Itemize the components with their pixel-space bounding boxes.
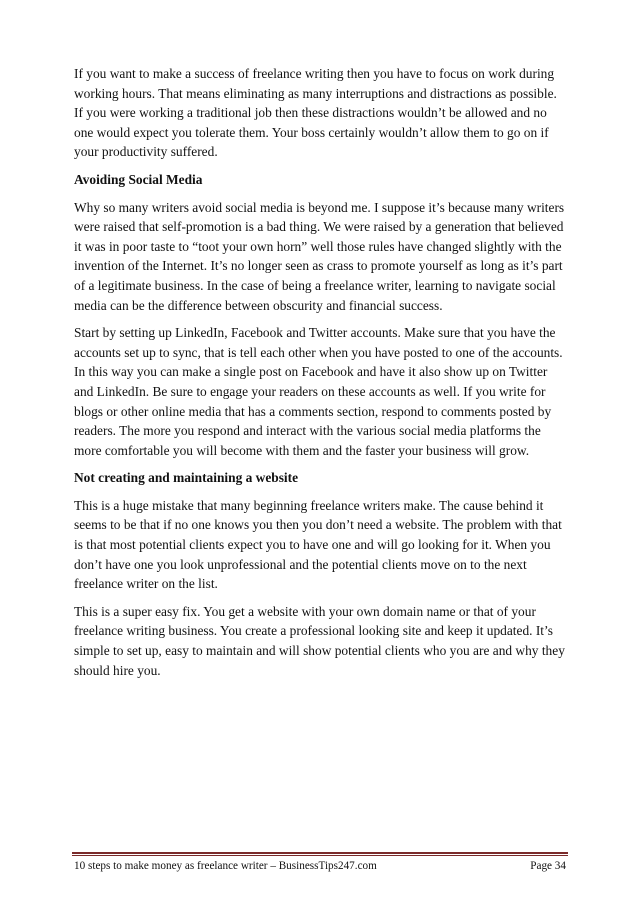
paragraph-focus-on-work: If you want to make a success of freelance writing then you have to focus on work during working hours. That means eliminating as many interruptions and distractions as possible. If you were working a traditional job then these distractions wouldn’t be allowed and no one would expect you tolerate them. Your boss certainly wouldn’t allow them to go on if your productivity suffered. — [74, 66, 557, 160]
paragraph-social-media-intro: Why so many writers avoid social media is beyond me. I suppose it’s because many writers were raised that self-promotion is a bad thing. We were raised by a generation that believed it was in poor taste to “toot your own horn” well those rules have changed slightly with the invention of the Internet. It’s no longer seen as crass to promote yourself as long as it’s part of a legitimate business. In the case of being a freelance writer, learning to navigate social media can be the difference between obscurity and financial success. — [74, 199, 565, 313]
footer-divider-thin — [72, 855, 568, 856]
paragraph-website-fix: This is a super easy fix. You get a website with your own domain name or that of your freelance writing business. You create a professional looking site and keep it updated. It’s simple to set up, easy to maintain and will show potential clients who you are and why they should hire you. — [74, 603, 565, 678]
document-body — [74, 64, 568, 688]
paragraph-social-media-accounts: Start by setting up LinkedIn, Facebook and Twitter accounts. Make sure that you have the accounts set up to sync, that is tell each other when you have posted to one of the accounts. In this way you can make a single post on Facebook and have it also show up on Twitter and LinkedIn. Be sure to engage your readers on these accounts as well. If you write for blogs or other online media that has a comments section, respond to comments posted by readers. The more you respond and interact with the various social media platforms the more comfortable you will become with them and the faster your business will grow. — [74, 325, 563, 458]
paragraph-website-mistake: This is a huge mistake that many beginning freelance writers make. The cause behind it seems to be that if no one knows you then you don’t need a website. The problem with that is that most potential clients expect you to have one and will go looking for it. When you don’t have one you look unprofessional and the potential clients move on to the next freelance writer on the list. — [74, 497, 562, 592]
heading-website: Not creating and maintaining a website — [74, 470, 299, 486]
footer-divider — [72, 852, 568, 854]
heading-avoiding-social-media: Avoiding Social Media — [74, 171, 203, 187]
page-number: Page 34 — [530, 860, 566, 872]
footer-title: 10 steps to make money as freelance writer – BusinessTips247.com — [74, 860, 377, 872]
